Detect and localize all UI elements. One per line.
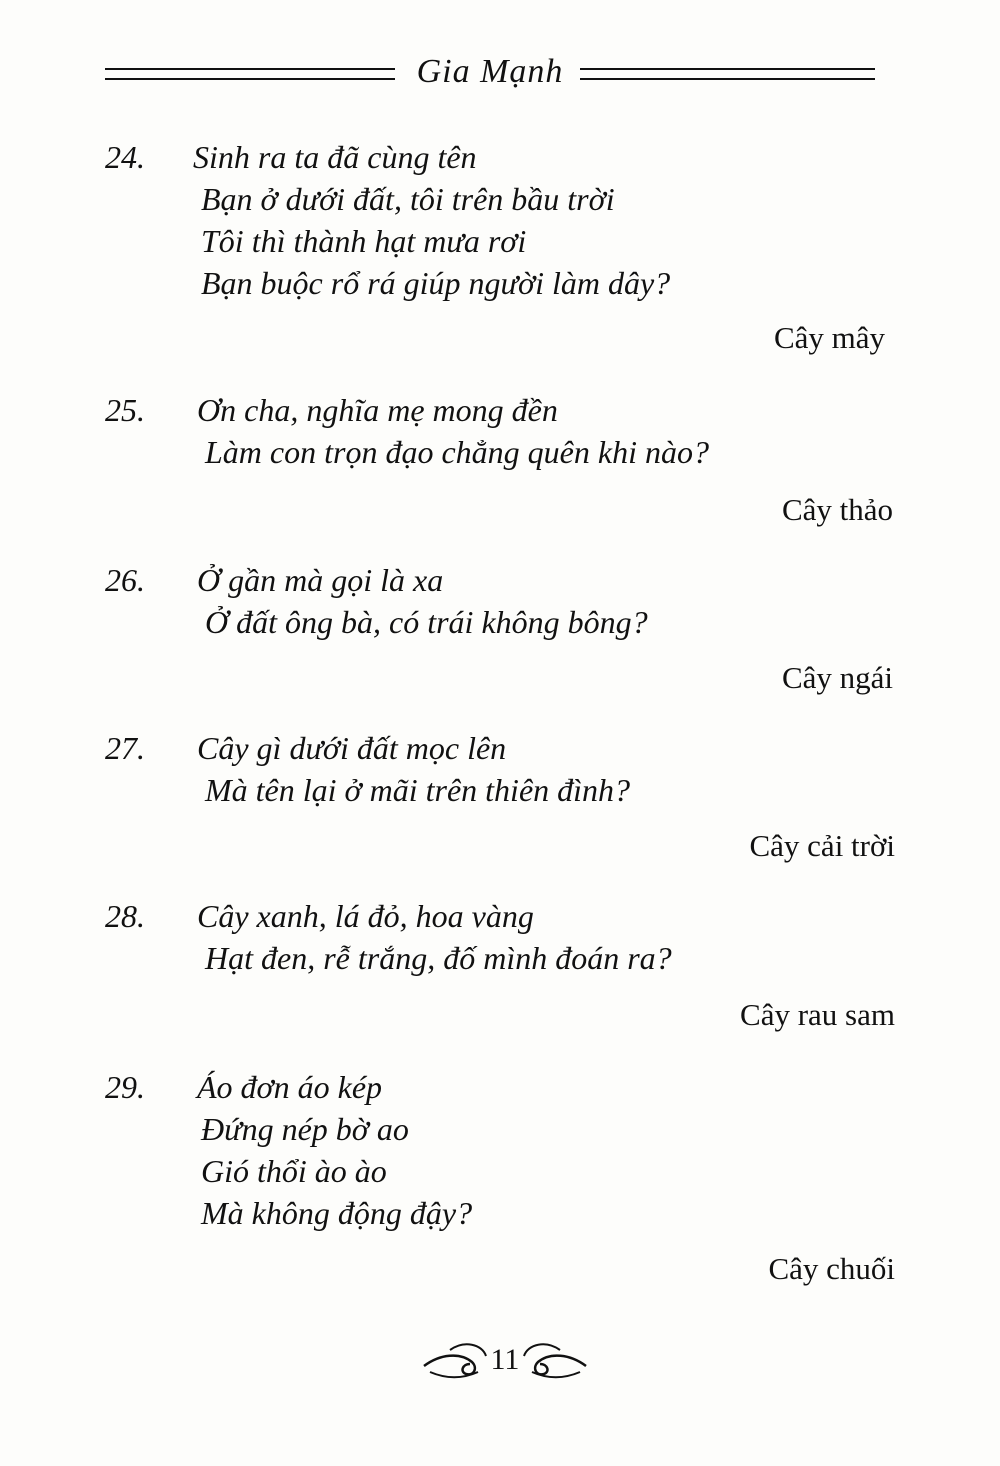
riddle-verse xyxy=(197,727,837,811)
verse-line: Mà tên lại ở mãi trên thiên đình? xyxy=(205,772,631,808)
riddle-24 xyxy=(105,136,895,364)
riddle-answer: Cây chuối xyxy=(768,1251,895,1286)
riddle-25 xyxy=(105,389,895,539)
riddle-answer: Cây thảo xyxy=(781,492,893,527)
riddle-answer: Cây ngái xyxy=(781,660,893,695)
riddle-number: 27. xyxy=(105,730,145,766)
verse-line: Ở gần mà gọi là xa xyxy=(197,562,444,598)
riddle-29 xyxy=(105,1066,895,1296)
page-header xyxy=(105,52,875,92)
riddle-answer: Cây rau sam xyxy=(740,997,895,1032)
verse-line: Ở đất ông bà, có trái không bông? xyxy=(205,604,648,640)
riddle-number: 26. xyxy=(105,562,145,598)
riddle-number: 28. xyxy=(105,898,145,934)
verse-line: Đứng nép bờ ao xyxy=(201,1111,409,1147)
riddle-26 xyxy=(105,559,895,709)
riddle-number: 24. xyxy=(105,139,145,175)
verse-line: Sinh ra ta đã cùng tên xyxy=(193,139,477,175)
verse-line: Bạn ở dưới đất, tôi trên bầu trời xyxy=(201,181,615,217)
verse-line: Gió thổi ào ào xyxy=(201,1153,387,1189)
verse-line: Cây xanh, lá đỏ, hoa vàng xyxy=(197,898,534,934)
running-title: Gia Mạnh xyxy=(416,53,564,90)
riddle-27 xyxy=(105,727,895,877)
verse-line: Ơn cha, nghĩa mẹ mong đền xyxy=(197,392,558,428)
riddle-verse xyxy=(197,559,837,643)
header-rule-left xyxy=(105,68,395,80)
verse-line: Cây gì dưới đất mọc lên xyxy=(197,730,507,766)
verse-line: Áo đơn áo kép xyxy=(197,1069,383,1105)
verse-line: Làm con trọn đạo chẳng quên khi nào? xyxy=(205,434,709,470)
riddle-28 xyxy=(105,895,895,1045)
page-number: 11 xyxy=(490,1343,520,1376)
riddle-verse xyxy=(193,136,833,304)
riddle-verse xyxy=(197,389,837,473)
header-rule-right xyxy=(580,68,875,80)
page-footer xyxy=(420,1332,590,1388)
riddle-answer: Cây mây xyxy=(773,320,885,355)
verse-line: Mà không động đậy? xyxy=(201,1195,473,1231)
verse-line: Tôi thì thành hạt mưa rơi xyxy=(201,223,527,259)
riddle-verse xyxy=(197,1066,837,1234)
verse-line: Hạt đen, rễ trắng, đố mình đoán ra? xyxy=(205,940,672,976)
riddle-verse xyxy=(197,895,837,979)
riddle-number: 25. xyxy=(105,392,145,428)
riddle-number: 29. xyxy=(105,1069,145,1105)
verse-line: Bạn buộc rổ rá giúp người làm dây? xyxy=(201,265,671,301)
riddle-answer: Cây cải trời xyxy=(749,828,895,863)
